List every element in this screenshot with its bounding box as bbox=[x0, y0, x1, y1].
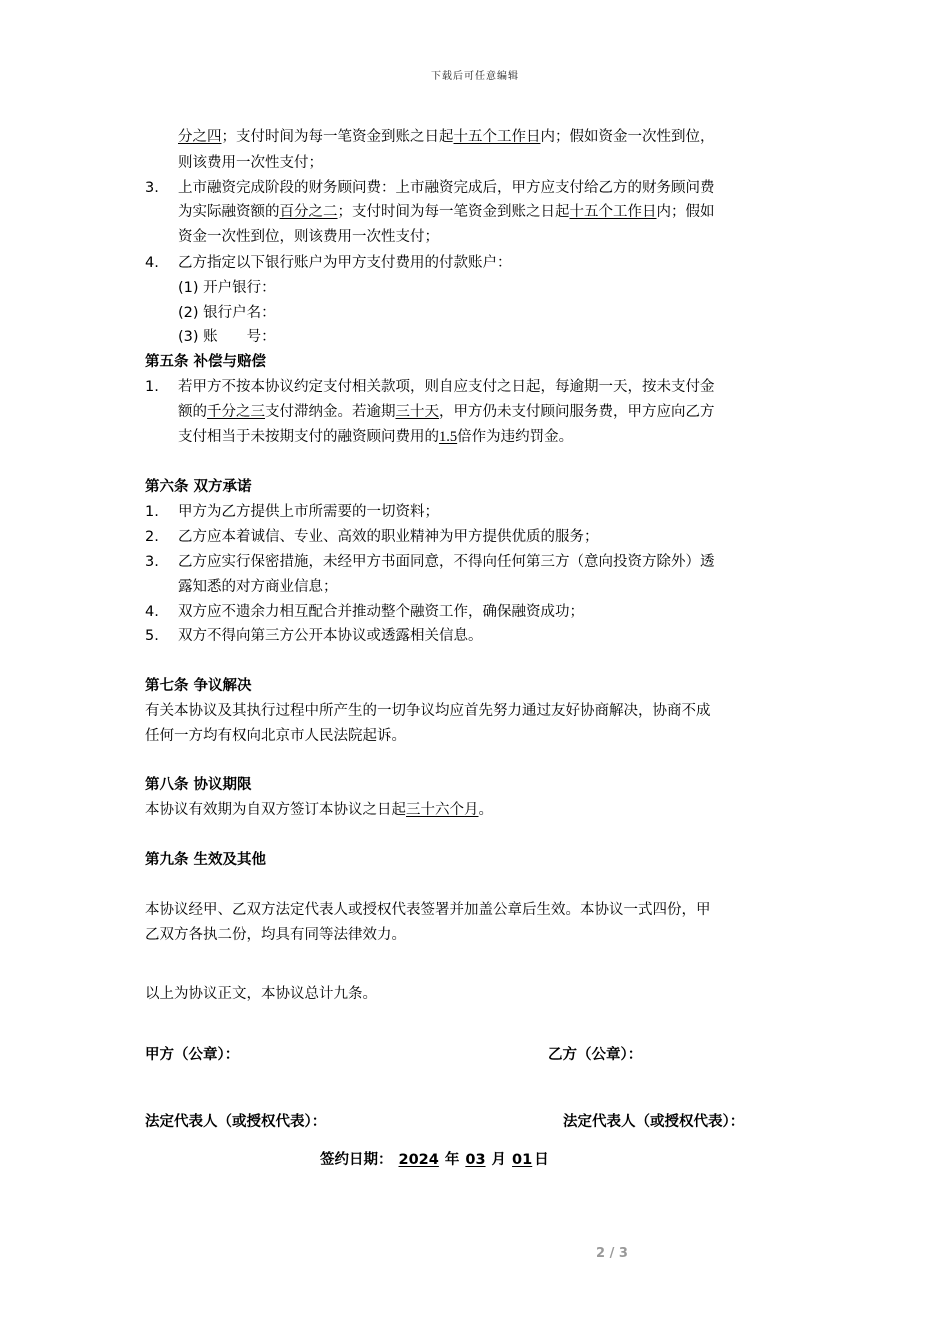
payment-terms-continuation-2: 则该费用一次性支付； bbox=[178, 155, 323, 171]
commitment-item: 甲方为乙方提供上市所需要的一切资料； bbox=[178, 504, 439, 520]
list-number: 1. bbox=[145, 379, 159, 395]
text-span: 年 bbox=[444, 1152, 460, 1168]
list-number: 3. bbox=[145, 180, 159, 196]
underlined-term: 千分之三 bbox=[207, 404, 265, 420]
underlined-term: 三十天 bbox=[395, 404, 439, 420]
list-number: 5. bbox=[145, 628, 159, 644]
article-5-title: 第五条 补偿与赔偿 bbox=[145, 354, 267, 370]
article-8-title: 第八条 协议期限 bbox=[145, 777, 252, 793]
article-7-title: 第七条 争议解决 bbox=[145, 678, 252, 694]
party-b-seal-label: 乙方（公章）： bbox=[548, 1047, 643, 1063]
date-year: 2024 bbox=[398, 1152, 439, 1168]
list-number: 1. bbox=[145, 504, 159, 520]
item3-line3: 资金一次性到位，则该费用一次性支付； bbox=[178, 229, 439, 245]
page-header: 下载后可任意编辑 bbox=[431, 71, 519, 82]
art5-line2 bbox=[178, 403, 715, 421]
text-span: ；支付时间为每一笔资金到账之日起 bbox=[337, 204, 570, 220]
item3-line1: 上市融资完成阶段的财务顾问费：上市融资完成后，甲方应支付给乙方的财务顾问费 bbox=[178, 180, 715, 196]
list-number: 4. bbox=[145, 604, 159, 620]
payment-terms-continuation bbox=[178, 128, 715, 146]
date-day: 01 bbox=[512, 1152, 533, 1168]
art8-line1 bbox=[145, 801, 493, 819]
underlined-term: 十五个工作日 bbox=[569, 204, 657, 220]
commitment-item-cont: 露知悉的对方商业信息； bbox=[178, 579, 338, 595]
account-number-field: (3) 账 号： bbox=[178, 329, 276, 345]
art7-line2: 任何一方均有权向北京市人民法院起诉。 bbox=[145, 728, 406, 744]
commitment-item: 双方应不遗余力相互配合并推动整个融资工作，确保融资成功； bbox=[178, 604, 584, 620]
text-span: 为实际融资额的 bbox=[178, 204, 280, 220]
commitment-item: 乙方应实行保密措施，未经甲方书面同意，不得向任何第三方（意向投资方除外）透 bbox=[178, 554, 715, 570]
art5-line3 bbox=[178, 428, 573, 446]
text-span: 内；假如 bbox=[656, 204, 715, 220]
text-span: 月 bbox=[491, 1152, 507, 1168]
art7-line1: 有关本协议及其执行过程中所产生的一切争议均应首先努力通过友好协商解决，协商不成 bbox=[145, 703, 711, 719]
text-span: 额的 bbox=[178, 404, 207, 420]
party-a-seal-label: 甲方（公章）： bbox=[145, 1047, 240, 1063]
art9-line1: 本协议经甲、乙双方法定代表人或授权代表签署并加盖公章后生效。本协议一式四份，甲 bbox=[145, 902, 711, 918]
account-name-field: (2) 银行户名： bbox=[178, 305, 276, 321]
text-span: 支付滞纳金。若逾期 bbox=[265, 404, 396, 420]
list-number: 2. bbox=[145, 529, 159, 545]
closing-statement: 以上为协议正文，本协议总计九条。 bbox=[145, 986, 377, 1002]
text-span: 内；假如资金一次性到位， bbox=[540, 129, 715, 145]
item4-line1: 乙方指定以下银行账户为甲方支付费用的付款账户： bbox=[178, 255, 512, 271]
list-number: 3. bbox=[145, 554, 159, 570]
art5-line1: 若甲方不按本协议约定支付相关款项，则自应支付之日起，每逾期一天，按未支付金 bbox=[178, 379, 715, 395]
underlined-term: 分之四 bbox=[178, 129, 222, 145]
list-number: 4. bbox=[145, 255, 159, 271]
text-span: ，甲方仍未支付顾问服务费，甲方应向乙方 bbox=[439, 404, 715, 420]
bank-name-field: (1) 开户银行： bbox=[178, 280, 276, 296]
underlined-term: 百分之二 bbox=[279, 204, 338, 220]
text-span: 日 bbox=[534, 1152, 549, 1168]
page-number: 2 / 3 bbox=[596, 1246, 628, 1261]
text-span: ；支付时间为每一笔资金到账之日起 bbox=[221, 129, 454, 145]
underlined-term: 1.5 bbox=[439, 429, 458, 445]
date-label: 签约日期： bbox=[320, 1152, 393, 1168]
date-month: 03 bbox=[465, 1152, 486, 1168]
party-a-representative-label: 法定代表人（或授权代表）： bbox=[145, 1114, 327, 1130]
party-b-representative-label: 法定代表人（或授权代表）： bbox=[563, 1114, 745, 1130]
item3-line2 bbox=[178, 203, 715, 221]
text-span: 倍作为违约罚金。 bbox=[457, 429, 574, 445]
art9-line2: 乙双方各执二份，均具有同等法律效力。 bbox=[145, 927, 406, 943]
article-6-title: 第六条 双方承诺 bbox=[145, 479, 252, 495]
article-9-title: 第九条 生效及其他 bbox=[145, 852, 267, 868]
signing-date bbox=[320, 1151, 549, 1169]
commitment-item: 乙方应本着诚信、专业、高效的职业精神为甲方提供优质的服务； bbox=[178, 529, 599, 545]
underlined-term: 十五个工作日 bbox=[453, 129, 541, 145]
underlined-term: 三十六个月 bbox=[406, 802, 479, 818]
commitment-item: 双方不得向第三方公开本协议或透露相关信息。 bbox=[178, 628, 483, 644]
text-span: 本协议有效期为自双方签订本协议之日起 bbox=[145, 802, 406, 818]
text-span: 支付相当于未按期支付的融资顾问费用的 bbox=[178, 429, 439, 445]
text-span: 。 bbox=[478, 802, 493, 818]
